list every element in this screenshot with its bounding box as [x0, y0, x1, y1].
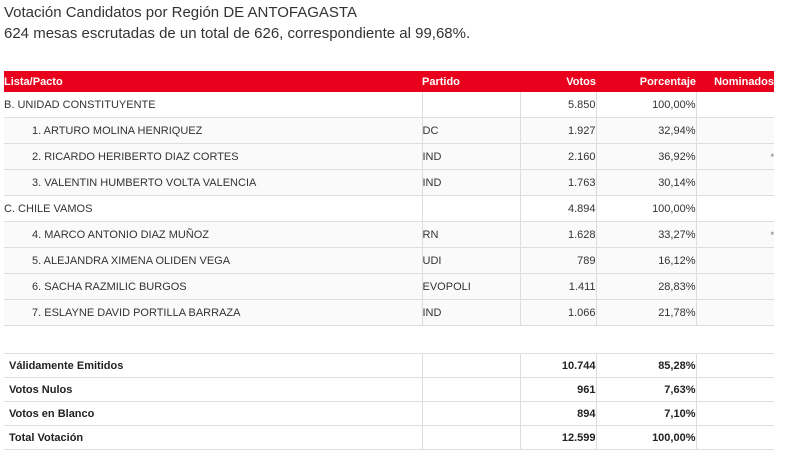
- partido-cell: IND: [422, 144, 520, 170]
- lista-cell: 2. RICARDO HERIBERTO DIAZ CORTES: [4, 144, 422, 170]
- lista-cell: 6. SACHA RAZMILIC BURGOS: [4, 274, 422, 300]
- table-row-candidate: [4, 222, 774, 248]
- total-porcentaje-cell: 7,10%: [596, 402, 696, 426]
- table-row-total: [4, 402, 774, 426]
- column-header-partido: Partido: [422, 71, 520, 92]
- porcentaje-cell: 100,00%: [596, 196, 696, 222]
- results-table: [4, 71, 774, 450]
- table-row-total: [4, 426, 774, 450]
- nominado-cell: [696, 196, 774, 222]
- total-votos-cell: 961: [520, 378, 596, 402]
- table-row-group: [4, 196, 774, 222]
- table-row-group: [4, 92, 774, 118]
- column-header-votos: Votos: [520, 71, 596, 92]
- table-row-candidate: [4, 170, 774, 196]
- partido-cell: [422, 426, 520, 450]
- votos-cell: 1.628: [520, 222, 596, 248]
- nominado-cell: [696, 300, 774, 326]
- nominado-cell: [696, 92, 774, 118]
- table-row-total: [4, 354, 774, 378]
- votos-cell: 2.160: [520, 144, 596, 170]
- votos-cell: 4.894: [520, 196, 596, 222]
- nominado-cell: [696, 354, 774, 378]
- nominado-cell: [696, 248, 774, 274]
- partido-cell: RN: [422, 222, 520, 248]
- votos-cell: 1.927: [520, 118, 596, 144]
- porcentaje-cell: 33,27%: [596, 222, 696, 248]
- lista-cell: 7. ESLAYNE DAVID PORTILLA BARRAZA: [4, 300, 422, 326]
- total-label-cell: Votos en Blanco: [4, 402, 422, 426]
- total-votos-cell: 12.599: [520, 426, 596, 450]
- table-header-row: [4, 71, 774, 92]
- porcentaje-cell: 36,92%: [596, 144, 696, 170]
- total-porcentaje-cell: 7,63%: [596, 378, 696, 402]
- page-title: Votación Candidatos por Región DE ANTOFAGASTA: [4, 4, 357, 21]
- lista-cell: 1. ARTURO MOLINA HENRIQUEZ: [4, 118, 422, 144]
- partido-cell: [422, 402, 520, 426]
- partido-cell: [422, 196, 520, 222]
- column-header-nominados: Nominados: [696, 71, 774, 92]
- partido-cell: IND: [422, 170, 520, 196]
- page-subtitle: 624 mesas escrutadas de un total de 626, correspondiente al 99,68%.: [4, 25, 471, 42]
- table-row-total: [4, 378, 774, 402]
- total-porcentaje-cell: 100,00%: [596, 426, 696, 450]
- total-label-cell: Total Votación: [4, 426, 422, 450]
- votos-cell: 1.066: [520, 300, 596, 326]
- porcentaje-cell: 30,14%: [596, 170, 696, 196]
- nominado-cell: [696, 170, 774, 196]
- votos-cell: 1.763: [520, 170, 596, 196]
- porcentaje-cell: 16,12%: [596, 248, 696, 274]
- votos-cell: 789: [520, 248, 596, 274]
- nominado-cell: *: [696, 144, 774, 170]
- votos-cell: 5.850: [520, 92, 596, 118]
- porcentaje-cell: 100,00%: [596, 92, 696, 118]
- partido-cell: DC: [422, 118, 520, 144]
- spacer-cell: [4, 326, 774, 354]
- total-votos-cell: 10.744: [520, 354, 596, 378]
- table-row-candidate: [4, 274, 774, 300]
- porcentaje-cell: 21,78%: [596, 300, 696, 326]
- votos-cell: 1.411: [520, 274, 596, 300]
- partido-cell: UDI: [422, 248, 520, 274]
- column-header-porcentaje: Porcentaje: [596, 71, 696, 92]
- lista-cell: 3. VALENTIN HUMBERTO VOLTA VALENCIA: [4, 170, 422, 196]
- porcentaje-cell: 32,94%: [596, 118, 696, 144]
- table-row-candidate: [4, 144, 774, 170]
- table-row-candidate: [4, 248, 774, 274]
- nominado-cell: [696, 274, 774, 300]
- total-label-cell: Votos Nulos: [4, 378, 422, 402]
- lista-cell: 5. ALEJANDRA XIMENA OLIDEN VEGA: [4, 248, 422, 274]
- total-votos-cell: 894: [520, 402, 596, 426]
- partido-cell: [422, 378, 520, 402]
- nominado-cell: [696, 402, 774, 426]
- lista-cell: C. CHILE VAMOS: [4, 196, 422, 222]
- partido-cell: [422, 354, 520, 378]
- partido-cell: [422, 92, 520, 118]
- nominado-cell: [696, 426, 774, 450]
- porcentaje-cell: 28,83%: [596, 274, 696, 300]
- partido-cell: IND: [422, 300, 520, 326]
- table-row-candidate: [4, 300, 774, 326]
- lista-cell: B. UNIDAD CONSTITUYENTE: [4, 92, 422, 118]
- total-label-cell: Válidamente Emitidos: [4, 354, 422, 378]
- page-header: [4, 4, 470, 43]
- nominado-cell: *: [696, 222, 774, 248]
- partido-cell: EVOPOLI: [422, 274, 520, 300]
- total-porcentaje-cell: 85,28%: [596, 354, 696, 378]
- nominado-cell: [696, 378, 774, 402]
- column-header-lista: Lista/Pacto: [4, 71, 422, 92]
- table-spacer-row: [4, 326, 774, 354]
- lista-cell: 4. MARCO ANTONIO DIAZ MUÑOZ: [4, 222, 422, 248]
- nominado-cell: [696, 118, 774, 144]
- table-row-candidate: [4, 118, 774, 144]
